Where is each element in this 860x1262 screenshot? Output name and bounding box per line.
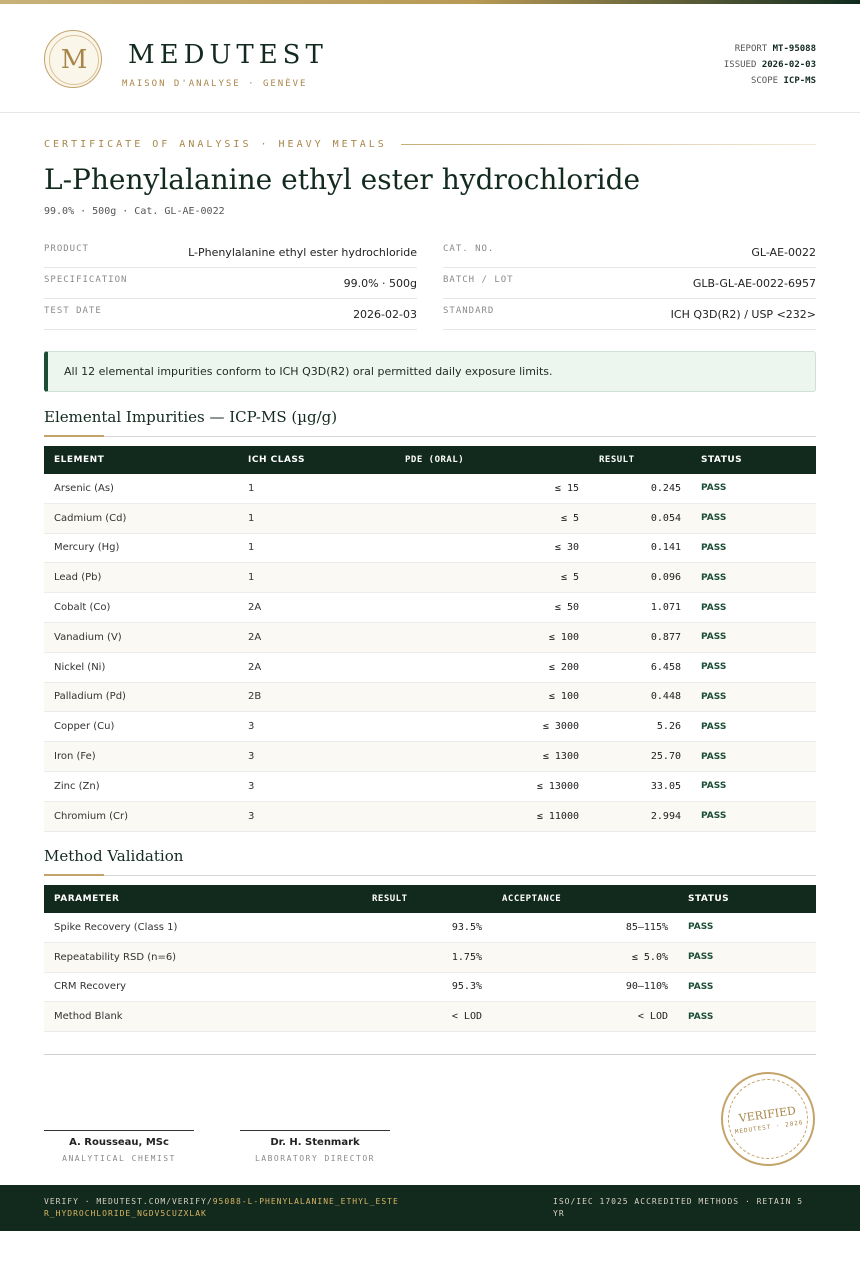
column-header-pde: PDE (ORAL) [395,446,589,474]
table-row [44,1002,816,1032]
seal-inner-ring [723,1074,813,1164]
result-cell: 2.994 [589,801,691,831]
impurities-section-title: Elemental Impurities — ICP-MS (µg/g) [44,408,338,426]
column-header-status: STATUS [678,885,816,913]
element-cell: Zinc (Zn) [44,771,238,801]
issued-label: ISSUED [723,60,757,70]
validation-table [44,885,816,1032]
info-row-specification [44,268,417,299]
signature-divider [44,1054,816,1055]
status-badge: PASS [691,771,816,801]
class-cell: 1 [238,563,395,593]
signatory-title: LABORATORY DIRECTOR [254,1154,375,1163]
acceptance-cell: < LOD [492,1002,678,1032]
class-cell: 2A [238,593,395,623]
info-value: 99.0% · 500g [343,276,417,290]
info-row-product [44,237,417,268]
element-cell: Arsenic (As) [44,474,238,503]
scope-value: ICP-MS [783,76,816,86]
status-badge: PASS [691,474,816,503]
class-cell: 2B [238,682,395,712]
info-label: STANDARD [443,306,495,316]
class-cell: 3 [238,801,395,831]
info-row-standard [443,299,816,330]
status-badge: PASS [691,652,816,682]
pde-cell: ≤ 13000 [395,771,589,801]
status-badge: PASS [678,972,816,1002]
acceptance-cell: ≤ 5.0% [492,942,678,972]
info-value: 2026-02-03 [353,307,417,321]
brand-tagline: MAISON D'ANALYSE · GENÈVE [122,79,308,89]
result-cell: < LOD [362,1002,492,1032]
verify-link[interactable]: 95088-L-PHENYLALANINE_ETHYL_ESTER_HYDROCHLORIDE_NGDV5CUZXLAK [44,1197,399,1218]
status-badge: PASS [691,563,816,593]
result-cell: 0.141 [589,533,691,563]
impurities-table [44,446,816,832]
column-header-result: RESULT [362,885,492,913]
issued-date: 2026-02-03 [761,60,816,70]
pde-cell: ≤ 15 [395,474,589,503]
section-accent [44,435,104,437]
class-cell: 3 [238,742,395,772]
result-cell: 6.458 [589,652,691,682]
element-cell: Nickel (Ni) [44,652,238,682]
result-cell: 5.26 [589,712,691,742]
column-header-acceptance: ACCEPTANCE [492,885,678,913]
logo-monogram: M [49,35,99,85]
table-row [44,771,816,801]
eyebrow-divider [401,144,816,145]
info-row-cat-no [443,237,816,268]
result-cell: 33.05 [589,771,691,801]
status-badge: PASS [678,913,816,942]
element-cell: Palladium (Pd) [44,682,238,712]
parameter-cell: CRM Recovery [44,972,362,1002]
product-info-grid [44,237,816,330]
parameter-cell: Method Blank [44,1002,362,1032]
result-cell: 0.245 [589,474,691,503]
table-row [44,622,816,652]
parameter-cell: Spike Recovery (Class 1) [44,913,362,942]
table-row [44,474,816,503]
document-eyebrow [44,139,816,150]
result-cell: 0.096 [589,563,691,593]
brand-name: MEDUTEST [128,40,328,70]
pde-cell: ≤ 100 [395,682,589,712]
element-cell: Copper (Cu) [44,712,238,742]
product-subtitle: 99.0% · 500g · Cat. GL-AE-0022 [44,206,225,217]
class-cell: 2A [238,652,395,682]
status-badge: PASS [691,622,816,652]
report-header [0,4,860,113]
scope-label: SCOPE [750,76,779,86]
section-divider [44,875,816,876]
status-badge: PASS [691,742,816,772]
validation-section-title: Method Validation [44,847,184,865]
section-divider [44,436,816,437]
verification-footer [0,1185,860,1231]
result-cell: 95.3% [362,972,492,1002]
product-title: L-Phenylalanine ethyl ester hydrochloride [44,163,641,196]
class-cell: 1 [238,503,395,533]
class-cell: 3 [238,712,395,742]
result-cell: 0.877 [589,622,691,652]
pde-cell: ≤ 30 [395,533,589,563]
status-badge: PASS [691,682,816,712]
result-cell: 0.054 [589,503,691,533]
pde-cell: ≤ 5 [395,503,589,533]
table-header-row [44,885,816,913]
status-badge: PASS [691,712,816,742]
column-header-element: ELEMENT [44,446,238,474]
table-row [44,503,816,533]
result-cell: 1.75% [362,942,492,972]
pde-cell: ≤ 100 [395,622,589,652]
element-cell: Lead (Pb) [44,563,238,593]
info-row-test-date [44,299,417,330]
info-label: CAT. NO. [443,244,495,254]
pde-cell: ≤ 50 [395,593,589,623]
verify-prefix: VERIFY · MEDUTEST.COM/VERIFY/ [44,1197,213,1206]
info-label: BATCH / LOT [443,275,514,285]
class-cell: 3 [238,771,395,801]
seal-sub-text: MEDUTEST · 2026 [734,1118,804,1136]
table-row [44,682,816,712]
element-cell: Mercury (Hg) [44,533,238,563]
section-accent [44,874,104,876]
verify-block [44,1196,404,1220]
table-row [44,742,816,772]
signatory-title: ANALYTICAL CHEMIST [62,1154,176,1163]
status-badge: PASS [691,801,816,831]
info-value: ICH Q3D(R2) / USP <232> [670,307,816,321]
pde-cell: ≤ 3000 [395,712,589,742]
conformance-notice: All 12 elemental impurities conform to ICH Q3D(R2) oral permitted daily exposure limits. [44,351,816,392]
result-cell: 93.5% [362,913,492,942]
result-cell: 0.448 [589,682,691,712]
element-cell: Iron (Fe) [44,742,238,772]
table-row [44,712,816,742]
info-value: GLB-GL-AE-0022-6957 [692,276,816,290]
issued-date-row [724,57,816,73]
pde-cell: ≤ 200 [395,652,589,682]
signatory-name: Dr. H. Stenmark [270,1137,360,1148]
class-cell: 1 [238,474,395,503]
info-value: L-Phenylalanine ethyl ester hydrochloride [188,245,417,259]
table-row [44,652,816,682]
column-header-result: RESULT [589,446,691,474]
verified-seal [721,1072,815,1166]
acceptance-cell: 90–110% [492,972,678,1002]
element-cell: Cadmium (Cd) [44,503,238,533]
info-row-batch-lot [443,268,816,299]
info-value: GL-AE-0022 [751,245,816,259]
pde-cell: ≤ 1300 [395,742,589,772]
scope-row [724,73,816,89]
eyebrow-text: CERTIFICATE OF ANALYSIS · HEAVY METALS [44,139,387,150]
table-row [44,563,816,593]
accreditation-note: ISO/IEC 17025 ACCREDITED METHODS · RETAIN 5 YR [553,1197,804,1218]
table-row [44,593,816,623]
class-cell: 2A [238,622,395,652]
report-meta [724,41,816,89]
seal-main-text: VERIFIED [737,1103,797,1125]
table-row [44,801,816,831]
status-badge: PASS [678,1002,816,1032]
signature-block-director [240,1130,390,1163]
element-cell: Cobalt (Co) [44,593,238,623]
class-cell: 1 [238,533,395,563]
status-badge: PASS [691,533,816,563]
report-number: MT-95088 [772,44,816,54]
info-column-left [44,237,417,330]
element-cell: Vanadium (V) [44,622,238,652]
signatory-name: A. Rousseau, MSc [69,1137,169,1148]
table-row [44,913,816,942]
signature-block-chemist [44,1130,194,1163]
table-row [44,942,816,972]
table-row [44,533,816,563]
status-badge: PASS [678,942,816,972]
pde-cell: ≤ 11000 [395,801,589,831]
column-header-status: STATUS [691,446,816,474]
pde-cell: ≤ 5 [395,563,589,593]
brand-logo [44,30,102,88]
info-column-right [443,237,816,330]
report-number-label: REPORT [734,44,768,54]
result-cell: 25.70 [589,742,691,772]
info-label: TEST DATE [44,306,102,316]
report-number-row [724,41,816,57]
info-label: PRODUCT [44,244,89,254]
table-header-row [44,446,816,474]
table-row [44,972,816,1002]
element-cell: Chromium (Cr) [44,801,238,831]
column-header-ich-class: ICH CLASS [238,446,395,474]
parameter-cell: Repeatability RSD (n=6) [44,942,362,972]
status-badge: PASS [691,593,816,623]
result-cell: 1.071 [589,593,691,623]
status-badge: PASS [691,503,816,533]
info-label: SPECIFICATION [44,275,128,285]
column-header-parameter: PARAMETER [44,885,362,913]
acceptance-cell: 85–115% [492,913,678,942]
